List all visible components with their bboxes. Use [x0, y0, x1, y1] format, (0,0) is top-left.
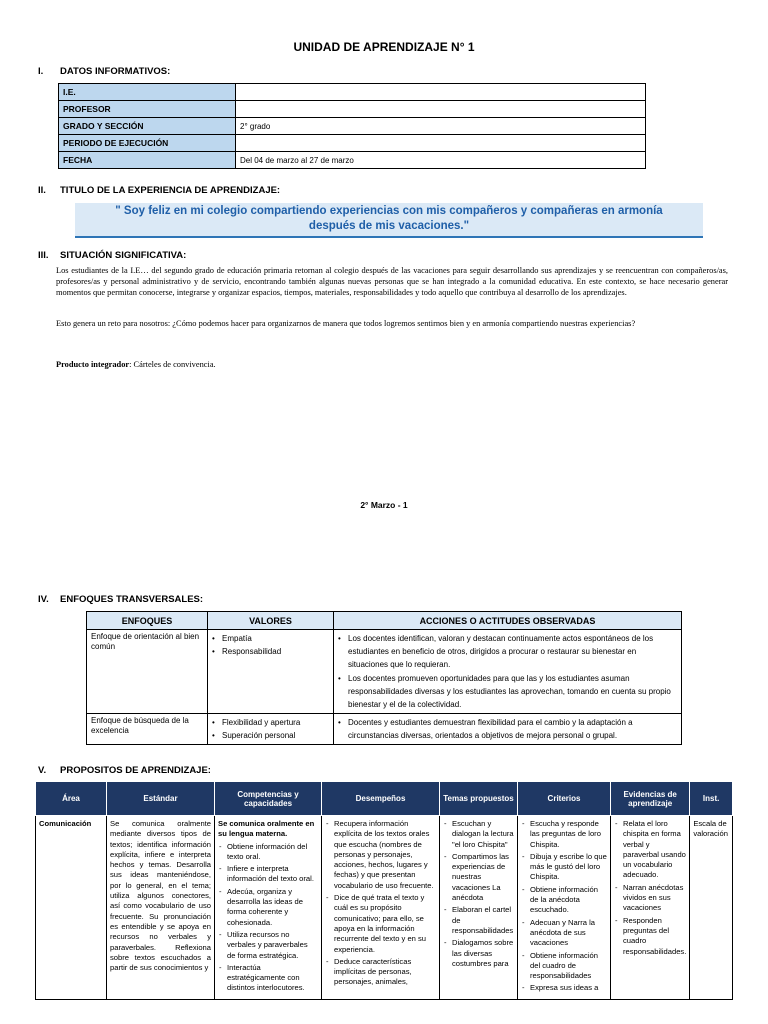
enfoques-header: ENFOQUES	[87, 612, 208, 630]
experience-title	[75, 203, 703, 238]
section-heading-datos: I. DATOS INFORMATIVOS:	[38, 66, 171, 77]
valor-item: • Superación personal	[220, 729, 329, 742]
product-line	[56, 359, 728, 370]
info-row	[59, 152, 646, 169]
tema-item: - Compartimos las experiencias de nuestras vacaciones La anécdota	[452, 852, 514, 903]
prop-header: Criterios	[518, 782, 611, 816]
section-heading-situacion: III. SITUACIÓN SIGNIFICATIVA:	[38, 250, 187, 261]
tema-item: - Escuchan y dialogan la lectura "el loro Chispita"	[452, 819, 514, 850]
tema-item: - Elaboran el cartel de responsabilidades	[452, 905, 514, 936]
info-value: 2° grado	[236, 118, 646, 135]
info-label: GRADO Y SECCIÓN	[59, 118, 236, 135]
prop-header: Competencias y capacidades	[215, 782, 322, 816]
criterio-item: - Adecuan y Narra la anécdota de sus vacaciones	[530, 918, 607, 949]
accion-item: • Los docentes promueven oportunidades para que las y los estudiantes asuman responsabilidades diversas y los estudiantes las aprovechan, tomando en cuenta su propio bienestar y el de la colectividad.	[346, 672, 677, 711]
info-value	[236, 84, 646, 101]
enfoque-row	[87, 714, 682, 745]
prop-competencias	[215, 816, 322, 1000]
prop-instrumento: Escala de valoración	[690, 816, 733, 1000]
evidencia-item: - Narran anécdotas vividos en sus vacaciones	[623, 883, 686, 914]
enfoques-header: VALORES	[208, 612, 334, 630]
criterio-item: - Obtiene información del cuadro de responsabilidades	[530, 951, 607, 982]
enfoques-table	[86, 611, 682, 745]
situation-paragraph-1: Los estudiantes de la I.E… del segundo grado de educación primaria retornan al colegio después de las vacaciones para seguir desarrollando sus aprendizajes y se reencuentran con compañeros/as, profesores/as y personal administrativo y de servicio, encontrando también algunas nuevas personas que se han integrado a la comunidad educativa. En este contexto, se hace necesario generar momentos que permitan conocerse, integrarse y organizar espacios, tiempos, materiales, responsabilidades y todo aquello que contribuya al desarrollo de los aprendizajes.	[56, 266, 728, 297]
capacidad-item: - Interactúa estratégicamente con distintos interlocutores.	[227, 963, 318, 994]
desempeno-item: - Dice de qué trata el texto y cuál es su propósito comunicativo; para ello, se apoya en la información recurrente del texto y en su experiencia.	[334, 893, 436, 955]
info-row	[59, 135, 646, 152]
propositos-table	[35, 781, 733, 1000]
capacidad-item: - Infiere e interpreta información del texto oral.	[227, 864, 318, 885]
valor-item: • Empatía	[220, 632, 329, 645]
prop-header: Evidencias de aprendizaje	[611, 782, 690, 816]
prop-header: Temas propuestos	[440, 782, 518, 816]
document-title: UNIDAD DE APRENDIZAJE N° 1	[293, 40, 475, 54]
enfoque-name: Enfoque de búsqueda de la excelencia	[87, 714, 208, 745]
accion-item: • Docentes y estudiantes demuestran flexibilidad para el cambio y la adaptación a circunstancias diversas, orientados a objetivos de mejora personal o grupal.	[346, 716, 677, 742]
desempeno-item: - Deduce características implícitas de personas, personajes, animales,	[334, 957, 436, 988]
capacidad-item: - Obtiene información del texto oral.	[227, 842, 318, 863]
experience-title-line1: " Soy feliz en mi colegio compartiendo experiencias con mis compañeros y compañeras en armonía	[115, 205, 663, 217]
section-heading-propositos: V. PROPOSITOS DE APRENDIZAJE:	[38, 765, 211, 776]
desempeno-item: - Recupera información explícita de los textos orales que escucha (nombres de personas y personajes, acciones, hechos, lugares y fechas) y que presentan vocabulario de uso frecuente.	[334, 819, 436, 891]
enfoques-header: ACCIONES O ACTITUDES OBSERVADAS	[334, 612, 682, 630]
product-value: : Cárteles de convivencia.	[129, 360, 216, 369]
experience-title-line2: después de mis vacaciones."	[308, 220, 470, 232]
valor-item: • Flexibilidad y apertura	[220, 716, 329, 729]
info-value	[236, 135, 646, 152]
situation-paragraph-2: Esto genera un reto para nosotros: ¿Cómo podemos hacer para organizarnos de manera que todos logremos sentirnos bien y en armonía compartiendo nuestras experiencias?	[56, 319, 636, 328]
info-value: Del 04 de marzo al 27 de marzo	[236, 152, 646, 169]
prop-header: Estándar	[107, 782, 215, 816]
info-label: I.E.	[59, 84, 236, 101]
evidencia-item: - Relata el loro chispita en forma verbal y paraverbal usando un vocabulario adecuado.	[623, 819, 686, 881]
capacidad-item: - Utiliza recursos no verbales y paraverbales de forma estratégica.	[227, 930, 318, 961]
section-heading-enfoques: IV. ENFOQUES TRANSVERSALES:	[38, 594, 204, 605]
prop-estandar: Se comunica oralmente mediante diversos tipos de textos; identifica información explícita, infiere e interpreta hechos y temas. Desarrolla sus ideas manteniéndose, por lo general, en el tema; utiliza algunos conectores, así como vocabulario de uso frecuente. Su pronunciación es entendible y se apoya en recursos no verbales y paraverbales. Reflexiona sobre textos escuchados a partir de sus conocimientos y	[107, 816, 215, 1000]
enfoque-row	[87, 630, 682, 714]
prop-area: Comunicación	[36, 816, 107, 1000]
info-value	[236, 101, 646, 118]
prop-temas	[440, 816, 518, 1000]
prop-header: Desempeños	[322, 782, 440, 816]
evidencia-item: - Responden preguntas del cuadro responsabilidades.	[623, 916, 686, 957]
info-row	[59, 101, 646, 118]
criterio-item: - Escucha y responde las preguntas de loro Chispita.	[530, 819, 607, 850]
prop-desempenos	[322, 816, 440, 1000]
enfoque-name: Enfoque de orientación al bien común	[87, 630, 208, 714]
capacidad-item: - Adecúa, organiza y desarrolla las ideas de forma coherente y cohesionada.	[227, 887, 318, 928]
prop-competencia-title: Se comunica oralmente en su lengua materna.	[218, 819, 315, 839]
prop-row	[36, 816, 733, 1000]
page-footer: 2° Marzo - 1	[360, 500, 408, 510]
section-heading-titulo: II. TITULO DE LA EXPERIENCIA DE APRENDIZAJE:	[38, 185, 281, 196]
criterio-item: - Obtiene información de la anécdota escuchado.	[530, 885, 607, 916]
prop-header: Área	[36, 782, 107, 816]
product-label: Producto integrador	[56, 360, 130, 369]
accion-item: • Los docentes identifican, valoran y destacan continuamente actos espontáneos de los estudiantes en beneficio de otros, dirigidos a procurar o restaurar su bienestar en situaciones que lo requieran.	[346, 632, 677, 671]
valor-item: • Responsabilidad	[220, 645, 329, 658]
prop-evidencias	[611, 816, 690, 1000]
info-table	[58, 83, 646, 169]
info-row	[59, 118, 646, 135]
info-label: PERIODO DE EJECUCIÓN	[59, 135, 236, 152]
criterio-item: - Dibuja y escribe lo que más le gustó del loro Chispita.	[530, 852, 607, 883]
prop-criterios	[518, 816, 611, 1000]
prop-header: Inst.	[690, 782, 733, 816]
tema-item: - Dialogamos sobre las diversas costumbres para	[452, 938, 514, 969]
criterio-item: - Expresa sus ideas a	[530, 983, 607, 993]
info-label: PROFESOR	[59, 101, 236, 118]
info-label: FECHA	[59, 152, 236, 169]
info-row	[59, 84, 646, 101]
